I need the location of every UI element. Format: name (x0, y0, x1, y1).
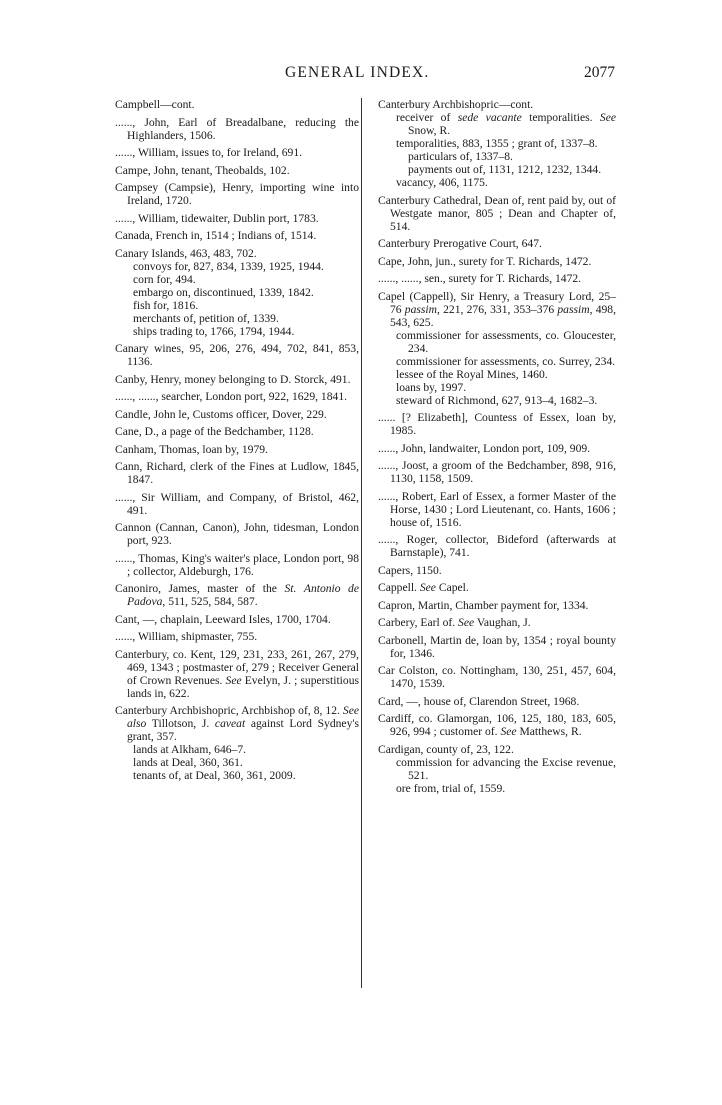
index-entry: Candle, John le, Customs officer, Dover, 229. (115, 407, 327, 421)
index-entry: Canoniro, James, master of the St. Antonio de Padova, 511, 525, 584, 587. (115, 582, 359, 608)
index-entry: ......, William, tidewaiter, Dublin port, 1783. (115, 211, 319, 225)
index-entry: Canary Islands, 463, 483, 702. (115, 246, 257, 260)
index-entry: Car Colston, co. Nottingham, 130, 251, 457, 604, 1470, 1539. (378, 664, 616, 690)
index-entry: Capers, 1150. (378, 563, 442, 577)
index-subentry: corn for, 494. (133, 272, 196, 286)
left-column (115, 98, 359, 782)
index-entry: ......, John, Earl of Breadalbane, reducing the Highlanders, 1506. (115, 115, 359, 142)
index-entry: Cardiff, co. Glamorgan, 106, 125, 180, 183, 605, 926, 994 ; customer of. See Matthews, R. (378, 712, 616, 738)
index-subentry: commission for advancing the Excise revenue, 521. (396, 755, 616, 782)
index-entry: Cant, —, chaplain, Leeward Isles, 1700, 1704. (115, 612, 331, 626)
index-subentry: tenants of, at Deal, 360, 361, 2009. (133, 769, 296, 782)
index-entry: Cane, D., a page of the Bedchamber, 1128. (115, 425, 314, 438)
index-entry: Canterbury Archbishopric—cont. (378, 98, 534, 111)
index-entry: Canterbury Cathedral, Dean of, rent paid by, out of Westgate manor, 805 ; Dean and Chapter of, 514. (378, 193, 616, 233)
index-entry: Canham, Thomas, loan by, 1979. (115, 442, 268, 456)
index-entry: Campsey (Campsie), Henry, importing wine into Ireland, 1720. (115, 181, 359, 207)
column-divider (361, 98, 362, 988)
index-subentry: fish for, 1816. (133, 298, 199, 312)
index-entry: Cappell. See Capel. (378, 581, 469, 594)
index-entry: Canada, French in, 1514 ; Indians of, 1514. (115, 229, 317, 242)
index-entry: Canby, Henry, money belonging to D. Storck, 491. (115, 372, 351, 386)
index-subentry: embargo on, discontinued, 1339, 1842. (133, 285, 314, 299)
index-entry: Canary wines, 95, 206, 276, 494, 702, 841, 853, 1136. (115, 342, 359, 368)
index-entry: Canterbury, co. Kent, 129, 231, 233, 261, 267, 279, 469, 1343 ; postmaster of, 279 ; Receiver General of Crown Revenues. See Evelyn, J. ; superstitious lands in, 622. (115, 647, 360, 700)
index-subentry: ore from, trial of, 1559. (396, 781, 506, 795)
index-entry: ......, ......, searcher, London port, 922, 1629, 1841. (115, 390, 348, 403)
index-subentry: merchants of, petition of, 1339. (133, 311, 279, 325)
index-entry: ......, John, landwaiter, London port, 109, 909. (378, 441, 591, 455)
index-entry: ......, Joost, a groom of the Bedchamber, 898, 916, 1130, 1158, 1509. (378, 459, 616, 485)
index-entry: Canterbury Archbishopric, Archbishop of, 8, 12. See also Tillotson, J. caveat against Lord Sydney's grant, 357. (115, 704, 359, 743)
index-entry: ......, Thomas, King's waiter's place, London port, 98 ; collector, Aldeburgh, 176. (115, 551, 359, 578)
index-entry: ......, ......, sen., surety for T. Richards, 1472. (378, 272, 582, 285)
index-entry: Campbell—cont. (115, 98, 195, 111)
running-title: GENERAL INDEX. (285, 64, 430, 81)
index-entry: Card, —, house of, Clarendon Street, 1968. (378, 694, 580, 708)
index-subentry: payments out of, 1131, 1212, 1232, 1344. (408, 163, 602, 176)
right-column (378, 98, 616, 795)
index-entry: Cape, John, jun., surety for T. Richards, 1472. (378, 254, 592, 268)
index-subentry: lands at Alkham, 646–7. (133, 743, 247, 756)
index-entry: Cardigan, county of, 23, 122. (378, 742, 514, 756)
index-subentry: vacancy, 406, 1175. (396, 176, 488, 189)
index-subentry: particulars of, 1337–8. (408, 150, 513, 163)
index-entry: Carbery, Earl of. See Vaughan, J. (378, 616, 531, 629)
index-entry: Cann, Richard, clerk of the Fines at Ludlow, 1845, 1847. (115, 460, 359, 486)
index-entry: Canterbury Prerogative Court, 647. (378, 237, 542, 250)
index-subentry: lessee of the Royal Mines, 1460. (396, 367, 548, 381)
index-subentry: steward of Richmond, 627, 913–4, 1682–3. (396, 393, 598, 407)
index-subentry: convoys for, 827, 834, 1339, 1925, 1944. (133, 259, 324, 273)
index-entry: Capron, Martin, Chamber payment for, 1334. (378, 598, 589, 612)
index-entry: Cannon (Cannan, Canon), John, tidesman, London port, 923. (115, 521, 359, 547)
index-entry: Capel (Cappell), Sir Henry, a Treasury Lord, 25–76 passim, 221, 276, 331, 353–376 passim, 498, 543, 625. (378, 289, 616, 329)
index-entry: ......, William, shipmaster, 755. (115, 630, 258, 643)
index-subentry: ships trading to, 1766, 1794, 1944. (133, 324, 295, 338)
index-entry: ......, Robert, Earl of Essex, a former Master of the Horse, 1430 ; Lord Lieutenant, co. Hants, 1606 ; house of, 1516. (378, 489, 616, 529)
page-number: 2077 (584, 64, 615, 81)
index-subentry: receiver of sede vacante temporalities. See Snow, R. (396, 111, 616, 137)
index-entry: ......, William, issues to, for Ireland, 691. (115, 146, 303, 159)
index-subentry: commissioner for assessments, co. Surrey, 234. (396, 354, 616, 368)
index-entry: ......, Sir William, and Company, of Bristol, 462, 491. (115, 490, 359, 517)
index-subentry: loans by, 1997. (396, 380, 467, 394)
index-subentry: temporalities, 883, 1355 ; grant of, 1337–8. (396, 137, 598, 150)
index-entry: ......, Roger, collector, Bideford (afterwards at Barnstaple), 741. (378, 533, 616, 559)
index-subentry: lands at Deal, 360, 361. (133, 756, 243, 769)
index-entry: Campe, John, tenant, Theobalds, 102. (115, 163, 290, 177)
index-entry: ...... [? Elizabeth], Countess of Essex, loan by, 1985. (378, 411, 616, 437)
index-entry: Carbonell, Martin de, loan by, 1354 ; royal bounty for, 1346. (378, 633, 616, 660)
page-header (110, 64, 615, 86)
index-subentry: commissioner for assessments, co. Gloucester, 234. (396, 328, 616, 355)
